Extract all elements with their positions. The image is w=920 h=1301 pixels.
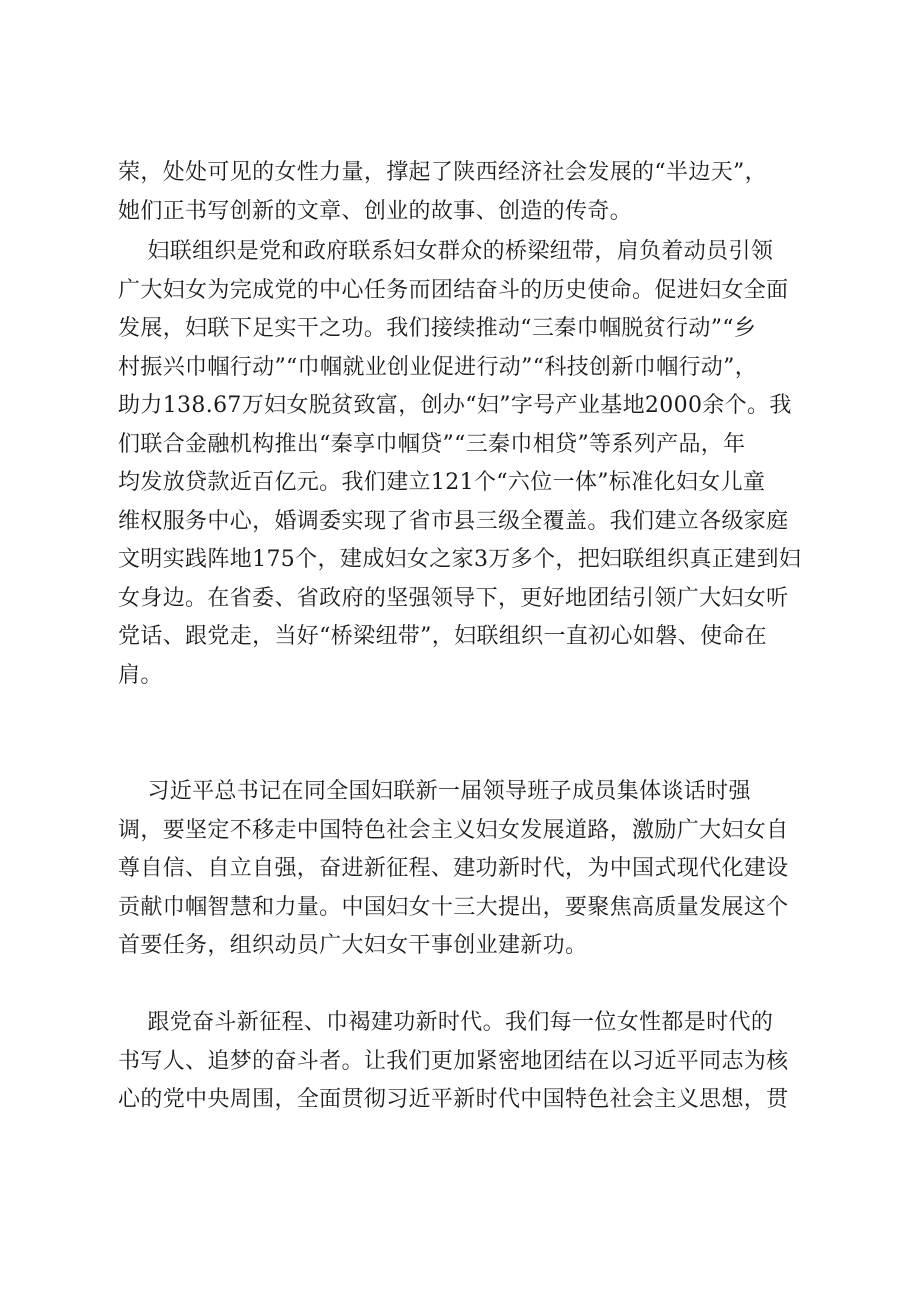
text-line: 助力138.67万妇女脱贫致富，创办“妇”字号产业基地2000余个。我 xyxy=(118,393,792,418)
text-line: 首要任务，组织动员广大妇女干事创业建新功。 xyxy=(118,933,588,958)
text-line: 女身边。在省委、省政府的坚强领导下，更好地团结引领广大妇女听 xyxy=(118,585,789,611)
paragraph-3 xyxy=(118,773,822,966)
text-line: 跟党奋斗新征程、巾褐建功新时代。我们每一位女性都是时代的 xyxy=(118,1010,774,1035)
text-line: 习近平总书记在同全国妇联新一届领导班子成员集体谈话时强 xyxy=(118,779,751,804)
text-line: 她们正书写创新的文章、创业的故事、创造的传奇。 xyxy=(118,198,633,224)
text-line: 妇联组织是党和政府联系妇女群众的桥梁纽带，肩负着动员引领 xyxy=(118,239,774,264)
text-line: 广大妇女为完成党的中心任务而团结奋斗的历史使命。促进妇女全面 xyxy=(118,277,789,303)
text-line: 书写人、追梦的奋斗者。让我们更加紧密地团结在以习近平同志为核 xyxy=(118,1048,789,1074)
text-line: 党话、跟党走，当好“桥梁纽带”，妇联组织一直初心如磐、使命在 xyxy=(118,624,767,649)
paragraph-2 xyxy=(118,233,822,695)
paragraph-4 xyxy=(118,1004,822,1120)
text-line: 发展，妇联下足实干之功。我们接续推动“三秦巾帼脱贫行动”“乡 xyxy=(118,316,757,341)
text-line: 心的党中央周围，全面贯彻习近平新时代中国特色社会主义思想，贯 xyxy=(118,1087,789,1112)
text-line: 贡献巾帼智慧和力量。中国妇女十三大提出，要聚焦高质量发展这个 xyxy=(118,894,789,920)
text-line: 村振兴巾帼行动”“巾帼就业创业促进行动”“科技创新巾帼行动”， xyxy=(118,354,758,380)
text-line: 荣，处处可见的女性力量，撑起了陕西经济社会发展的“半边天”， xyxy=(118,160,767,185)
text-line: 均发放贷款近百亿元。我们建立121个“六位一体”标准化妇女儿童 xyxy=(118,470,766,495)
text-line: 文明实践阵地175个，建成妇女之家3万多个，把妇联组织真正建到妇 xyxy=(118,547,802,572)
text-line: 尊自信、自立自强，奋进新征程、建功新时代，为中国式现代化建设 xyxy=(118,856,789,881)
text-line: 们联合金融机构推出“秦享巾帼贷”“三秦巾相贷”等系列产品，年 xyxy=(118,431,746,457)
paragraph-1 xyxy=(118,154,822,231)
text-line: 维权服务中心，婚调委实现了省市县三级全覆盖。我们建立各级家庭 xyxy=(118,508,789,534)
text-line: 肩。 xyxy=(118,662,163,688)
text-line: 调，要坚定不移走中国特色社会主义妇女发展道路，激励广大妇女自 xyxy=(118,817,789,843)
